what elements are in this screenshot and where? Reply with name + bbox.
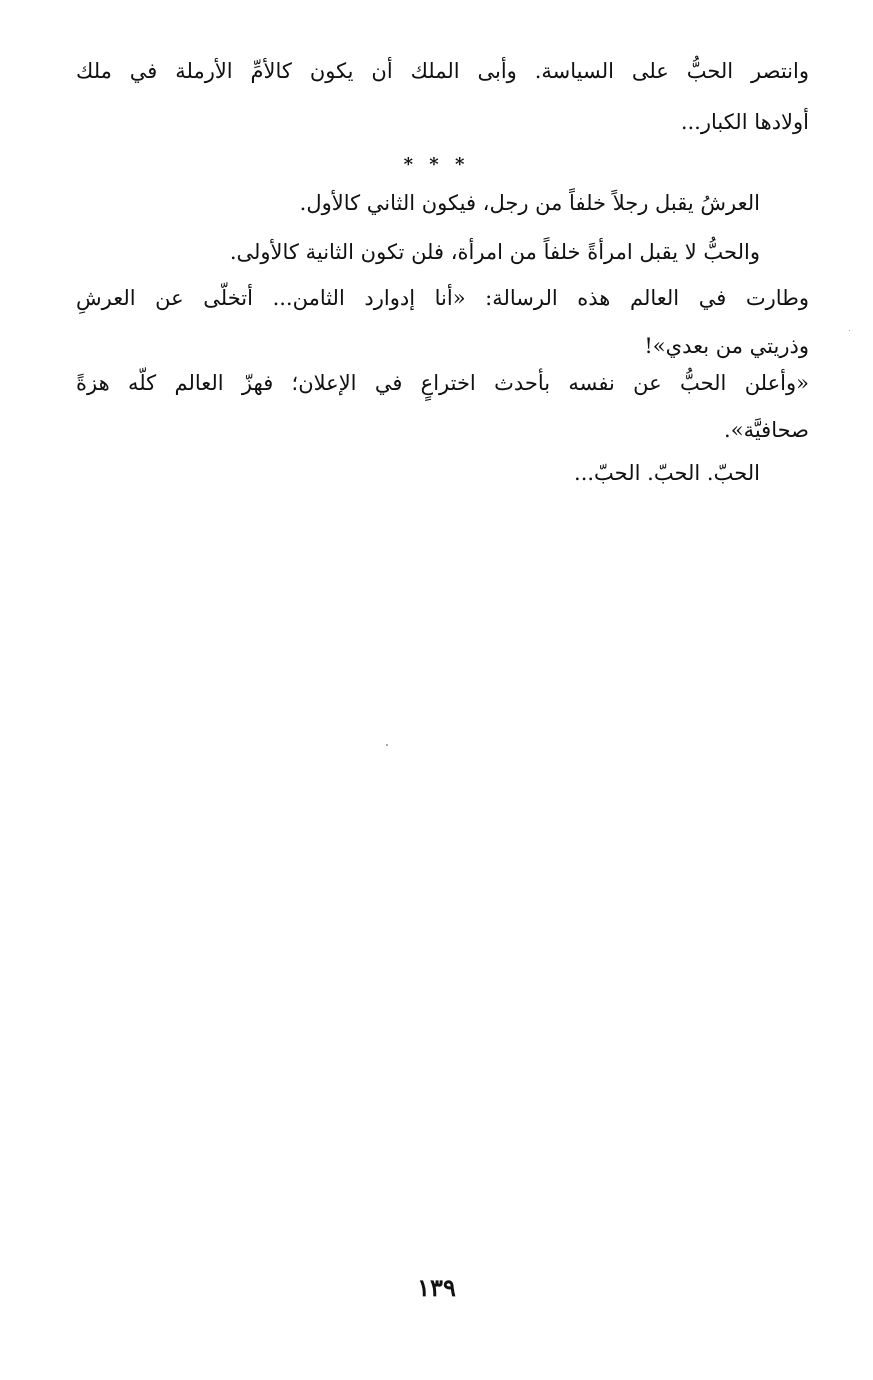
scan-speck <box>849 330 850 331</box>
page-number: ١٣٩ <box>417 1273 456 1302</box>
text-line: والحبُّ لا يقبل امرأةً خلفاً من امرأة، فلن تكون الثانية كالأولى. <box>229 240 760 264</box>
section-separator: * * * <box>403 154 470 175</box>
scan-speck <box>386 744 388 746</box>
text-line: وانتصر الحبُّ على السياسة. وأبى الملك أن يكون كالأمِّ الأرملة في ملك <box>76 59 809 83</box>
text-line: وذريتي من بعدي»! <box>644 334 809 358</box>
text-line: «وأعلن الحبُّ عن نفسه بأحدث اختراعٍ في الإعلان؛ فهزّ العالم كلّه هزةً <box>76 371 809 395</box>
text-line: أولادها الكبار... <box>680 110 809 134</box>
text-line: صحافيَّة». <box>724 418 809 442</box>
text-line: الحبّ. الحبّ. الحبّ... <box>574 461 760 485</box>
text-line: وطارت في العالم هذه الرسالة: «أنا إدوارد الثامن... أتخلّى عن العرشِ <box>76 286 809 310</box>
text-line: العرشُ يقبل رجلاً خلفاً من رجل، فيكون الثاني كالأول. <box>299 191 760 215</box>
